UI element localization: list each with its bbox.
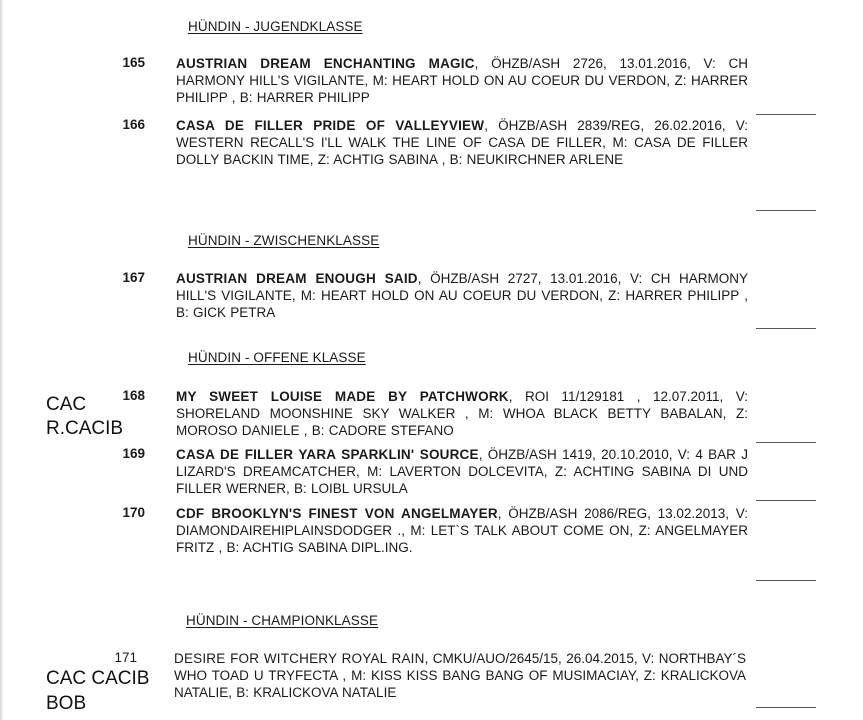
dog-details: , ÖHZB/ASH 1419, 20.10.2010, V: 4 BAR J LIZARD'S DREAMCATCHER, M: LAVERTON DOLCEVITA, Z: ACHTING SABINA DI UND FILLER WERNER, B: LOIBL URSULA [176,447,748,496]
result-blank-line [756,442,816,443]
dog-details: , ÖHZB/ASH 2839/REG, 26.02.2016, V: WESTERN RECALL'S I'LL WALK THE LINE OF CASA DE FILLER, M: CASA DE FILLER DOLLY BACKIN TIME, Z: ACHTIG SABINA , B: NEUKIRCHNER ARLENE [176,118,749,167]
dog-name: CDF BROOKLYN'S FINEST VON ANGELMAYER [176,506,498,521]
dog-name: AUSTRIAN DREAM ENCHANTING MAGIC [176,56,475,71]
dog-name: AUSTRIAN DREAM ENOUGH SAID [176,271,418,286]
section-heading-championklasse: HÜNDIN - CHAMPIONKLASSE [186,613,379,628]
result-blank-line [756,328,816,329]
dog-details: , ÖHZB/ASH 2726, 13.01.2016, V: CH HARMONY HILL'S VIGILANTE, M: HEART HOLD ON AU COEUR DU VERDON, Z: HARRER PHILIPP , B: HARRER PHILIPP [176,56,748,105]
award-handwritten: CAC CACIB [46,668,150,689]
dog-details: , ROI 11/129181 , 12.07.2011, V: SHORELAND MOONSHINE SKY WALKER , M: WHOA BLACK BETTY BABALAN, Z: MOROSO DANIELE , B: CADORE STEFANO [176,389,748,438]
entry-number: 168 [122,388,145,403]
dog-name: DESIRE FOR WITCHERY ROYAL RAIN [174,651,425,666]
entry-number: 166 [122,117,145,132]
dog-details: , ÖHZB/ASH 2727, 13.01.2016, V: CH HARMONY HILL'S VIGILANTE, M: HEART HOLD ON AU COEUR DU VERDON, Z: HARRER PHILIPP , B: GICK PETRA [176,271,748,320]
catalog-entry [176,446,748,497]
result-blank-line [756,114,816,115]
catalog-entry [176,388,748,439]
award-handwritten: CAC [46,394,87,415]
dog-name: CASA DE FILLER PRIDE OF VALLEYVIEW [176,118,485,133]
result-blank-line [756,210,816,211]
dog-name: CASA DE FILLER YARA SPARKLIN' SOURCE [176,447,479,462]
section-heading-offene-klasse: HÜNDIN - OFFENE KLASSE [188,350,366,365]
catalog-entry [174,650,746,701]
entry-number: 169 [122,446,145,461]
dog-details: , ÖHZB/ASH 2086/REG, 13.02.2013, V: DIAMONDAIREHIPLAINSDODGER ., M: LET`S TALK ABOUT COME ON, Z: ANGELMAYER FRITZ , B: ACHTIG SABINA DIPL.ING. [176,506,748,555]
dog-name: MY SWEET LOUISE MADE BY PATCHWORK [176,389,509,404]
entry-number: 171 [114,650,137,665]
award-handwritten: BOB [46,693,87,714]
result-blank-line [756,580,816,581]
entry-number: 165 [122,55,145,70]
result-blank-line [756,707,816,708]
section-heading-zwischenklasse: HÜNDIN - ZWISCHENKLASSE [188,233,380,248]
catalog-entry [176,55,748,106]
catalog-entry [176,270,748,321]
page-edge-shadow [0,0,3,720]
dog-details: , CMKU/AUO/2645/15, 26.04.2015, V: NORTHBAY´S WHO TOAD U TRYFECTA , M: KISS KISS BANG BANG OF MUSIMACIAY, Z: KRALICKOVA NATALIE, B: KRALICKOVA NATALIE [174,651,746,700]
entry-number: 170 [122,505,145,520]
section-heading-jugendklasse: HÜNDIN - JUGENDKLASSE [188,19,363,34]
catalog-entry [176,505,748,556]
entry-number: 167 [122,270,145,285]
award-handwritten: R.CACIB [46,418,124,439]
catalog-entry [176,117,748,168]
result-blank-line [756,500,816,501]
